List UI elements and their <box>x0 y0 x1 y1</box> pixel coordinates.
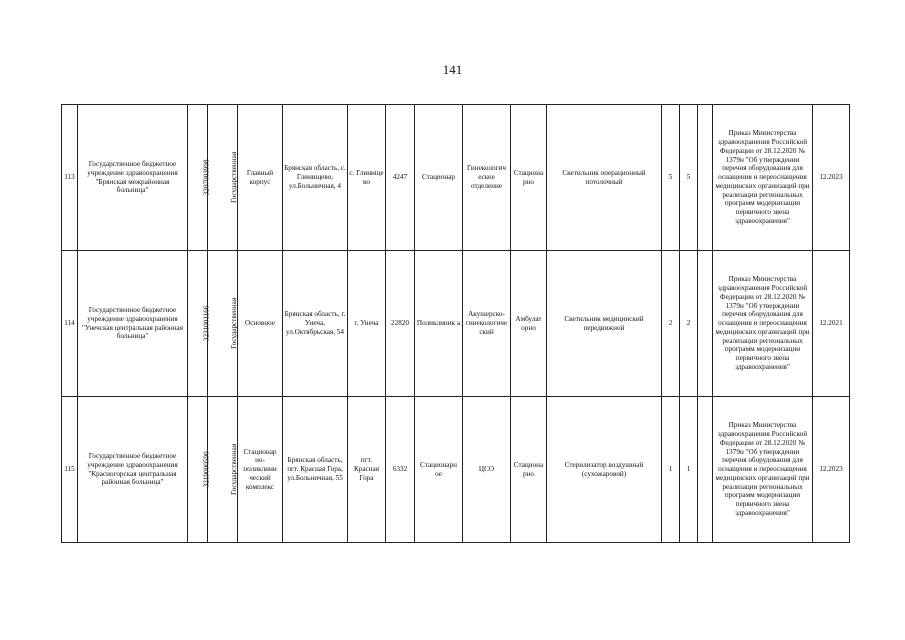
row-number: 113 <box>62 105 78 251</box>
row-number: 115 <box>62 397 78 543</box>
organization-name: Государственное бюджетное учреждение здравоохранения "Унечская центральная районная больница" <box>78 251 188 397</box>
inn-value: 3219000590 <box>202 451 211 488</box>
organization-name: Государственное бюджетное учреждение здравоохранения "Красногорская центральная районная больница" <box>78 397 188 543</box>
delivery-date: 12.2021 <box>813 251 850 397</box>
building: Стационар но-поликлини ческий комплекс <box>238 397 283 543</box>
quantity-need: 1 <box>662 397 680 543</box>
locality: г. Унеча <box>348 251 386 397</box>
equipment-table <box>61 104 850 543</box>
address: Брянская область, г. Унеча, ул.Октябрьская, 54 <box>283 251 348 397</box>
care-type: Стационарн ое <box>415 397 463 543</box>
empty-cell <box>698 397 713 543</box>
department: Гинекологич еское отделение <box>463 105 511 251</box>
quantity-plan: 2 <box>680 251 698 397</box>
legal-basis: Приказ Министерства здравоохранения Российской Федерации от 28.12.2020 № 1379н "Об утверждении перечня оборудования для оснащения и переоснащения медицинских организаций при реализации региональных программ модернизации первичного звена здравоохранения" <box>713 251 813 397</box>
empty-cell <box>698 105 713 251</box>
okato-code: 4247 <box>386 105 415 251</box>
row-number: 114 <box>62 251 78 397</box>
ownership-value: Государственная <box>230 151 239 204</box>
quantity-need: 5 <box>662 105 680 251</box>
ownership-cell <box>208 251 238 397</box>
quantity-need: 2 <box>662 251 680 397</box>
inn-value: 3207003998 <box>202 159 211 196</box>
care-type: Стационар <box>415 105 463 251</box>
delivery-date: 12.2023 <box>813 397 850 543</box>
quantity-plan: 5 <box>680 105 698 251</box>
department: Акушерско-гинекологиче ский <box>463 251 511 397</box>
ownership-cell <box>208 397 238 543</box>
ownership-value: Государственная <box>230 443 239 496</box>
equipment-name: Светильник операционный потолочный <box>547 105 662 251</box>
inn-cell <box>188 251 211 397</box>
okato-code: 22820 <box>386 251 415 397</box>
delivery-date: 12.2023 <box>813 105 850 251</box>
care-type: Поликлиник а <box>415 251 463 397</box>
building: Главный корпус <box>238 105 283 251</box>
building: Основное <box>238 251 283 397</box>
ownership-cell <box>208 105 238 251</box>
ownership-value: Государственная <box>230 297 239 350</box>
care-form: Стациона рно <box>511 105 547 251</box>
address: Брянская область, с. Глинищево, ул.Больничная, 4 <box>283 105 348 251</box>
inn-value: 3231001166 <box>202 305 211 342</box>
locality: с. Глинище во <box>348 105 386 251</box>
legal-basis: Приказ Министерства здравоохранения Российской Федерации от 28.12.2020 № 1379н "Об утверждении перечня оборудования для оснащения и переоснащения медицинских организаций при реализации региональных программ модернизации первичного звена здравоохранения" <box>713 105 813 251</box>
table-row <box>62 251 850 397</box>
equipment-name: Стерилизатор воздушный (сухожаровой) <box>547 397 662 543</box>
address: Брянская область, пгт. Красная Гора, ул.Больничная, 55 <box>283 397 348 543</box>
empty-cell <box>698 251 713 397</box>
inn-cell <box>188 397 211 543</box>
care-form: Стациона рно <box>511 397 547 543</box>
table-row <box>62 397 850 543</box>
okato-code: 6332 <box>386 397 415 543</box>
equipment-name: Светильник медицинский передвижной <box>547 251 662 397</box>
inn-cell <box>188 105 211 251</box>
quantity-plan: 1 <box>680 397 698 543</box>
organization-name: Государственное бюджетное учреждение здравоохранения "Брянская межрайонная больница" <box>78 105 188 251</box>
legal-basis: Приказ Министерства здравоохранения Российской Федерации от 28.12.2020 № 1379н "Об утверждении перечня оборудования для оснащения и переоснащения медицинских организаций при реализации региональных программ модернизации первичного звена здравоохранения" <box>713 397 813 543</box>
table-row <box>62 105 850 251</box>
page-number: 141 <box>442 62 463 77</box>
care-form: Амбулат орно <box>511 251 547 397</box>
department: ЦСО <box>463 397 511 543</box>
locality: пгт. Красная Гора <box>348 397 386 543</box>
